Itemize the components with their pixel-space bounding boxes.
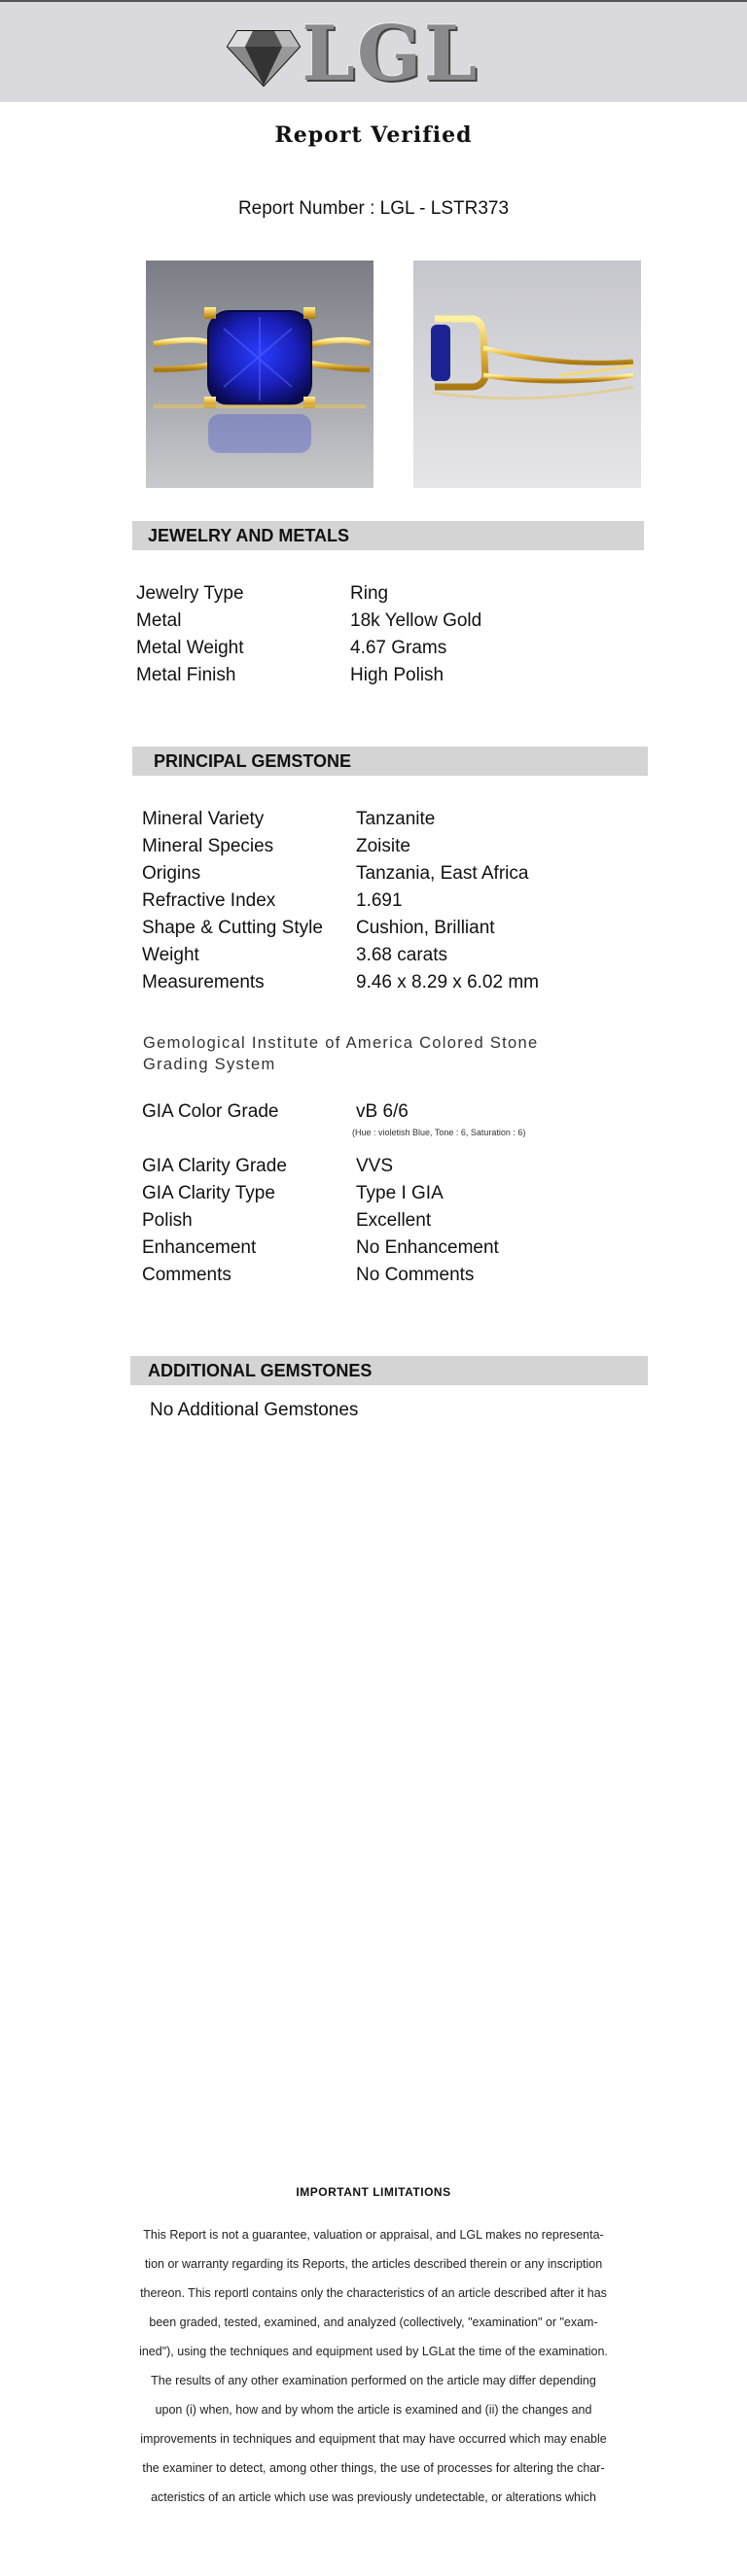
limitations-line: The results of any other examination performed on the article may differ depending: [151, 2374, 596, 2387]
row-label: Jewelry Type: [136, 583, 244, 604]
row-label: Measurements: [142, 972, 265, 992]
row-label: Comments: [142, 1265, 231, 1285]
additional-text: No Additional Gemstones: [150, 1400, 359, 1420]
jewelry-details: [136, 580, 481, 689]
row-label: Polish: [142, 1210, 193, 1231]
section-jewelry-title: JEWELRY AND METALS: [148, 526, 350, 545]
row-value: No Comments: [356, 1265, 475, 1285]
gem-row-variety: [142, 806, 539, 833]
row-value: Tanzania, East Africa: [356, 863, 529, 884]
row-label: Origins: [142, 863, 201, 884]
section-gemstone-title: PRINCIPAL GEMSTONE: [154, 751, 352, 771]
limitations-line: been graded, tested, examined, and analyzed (collectively, "examination" or "exam-: [149, 2315, 598, 2329]
jewelry-row-finish: [136, 662, 481, 689]
brand-logo: [226, 10, 480, 98]
row-label: Metal Weight: [136, 638, 244, 658]
row-label: Metal: [136, 610, 182, 631]
row-value: 18k Yellow Gold: [350, 610, 482, 631]
ring-photo-side: [413, 261, 641, 488]
row-label: GIA Color Grade: [142, 1101, 279, 1122]
ring-photo-front: [146, 261, 374, 488]
row-value: 9.46 x 8.29 x 6.02 mm: [356, 972, 539, 992]
limitations-line: This Report is not a guarantee, valuation or appraisal, and LGL makes no representa-: [143, 2228, 604, 2242]
gem-row-enhancement: [142, 1235, 499, 1262]
gem-row-species: [142, 833, 539, 860]
row-value: Ring: [350, 583, 389, 604]
gemstone-details: [142, 806, 539, 996]
row-value: Type I GIA: [356, 1183, 444, 1203]
row-value: 4.67 Grams: [350, 638, 447, 658]
limitations-title: IMPORTANT LIMITATIONS: [296, 2185, 451, 2199]
color-grade-note: (Hue : violetish Blue, Tone : 6, Saturation : 6): [352, 1128, 526, 1137]
section-additional-heading: [130, 1356, 648, 1385]
gia-grades: [142, 1153, 499, 1289]
row-value: vB 6/6: [356, 1101, 409, 1122]
page-title: Report Verified: [274, 122, 473, 148]
limitations-line: acteristics of an article which use was previously undetectable, or alterations which: [151, 2490, 596, 2504]
gia-system-note: Gemological Institute of America Colored Stone Grading System: [143, 1034, 539, 1073]
gem-row-clarity-type: [142, 1180, 499, 1207]
row-value: Excellent: [356, 1210, 432, 1231]
limitations-text: [97, 2220, 650, 2512]
report-number: Report Number : LGL - LSTR373: [237, 198, 510, 219]
row-value: Cushion, Brilliant: [356, 918, 495, 938]
row-value: Zoisite: [356, 836, 410, 856]
gem-row-refractive: [142, 888, 539, 915]
row-value: 3.68 carats: [356, 945, 447, 965]
section-gemstone-heading: [132, 747, 648, 776]
row-label: GIA Clarity Grade: [142, 1156, 287, 1176]
section-jewelry-heading: [132, 521, 644, 550]
limitations-line: ined"), using the techniques and equipment used by LGLat the time of the examination.: [139, 2345, 608, 2358]
row-label: GIA Clarity Type: [142, 1183, 275, 1203]
gia-color-grade: [142, 1098, 409, 1126]
gem-row-origins: [142, 860, 539, 888]
gem-row-polish: [142, 1207, 499, 1235]
limitations-line: the examiner to detect, among other things, the use of processes for altering the char-: [142, 2461, 605, 2475]
brand-name: LGL: [302, 10, 480, 98]
additional-value: [150, 1397, 358, 1424]
jewelry-row-weight: [136, 635, 481, 662]
row-value: High Polish: [350, 665, 445, 685]
limitations-line: improvements in techniques and equipment that may have occurred which may enable: [140, 2432, 607, 2446]
diamond-icon: [226, 21, 302, 89]
gem-row-shape: [142, 915, 539, 942]
row-value: No Enhancement: [356, 1237, 499, 1258]
header-banner: [0, 0, 747, 102]
row-value: Tanzanite: [356, 809, 436, 829]
limitations-line: upon (i) when, how and by whom the article is examined and (ii) the changes and: [155, 2403, 592, 2417]
row-label: Enhancement: [142, 1237, 257, 1258]
gem-row-clarity-grade: [142, 1153, 499, 1180]
limitations-line: tion or warranty regarding its Reports, the articles described therein or any inscription: [144, 2257, 603, 2271]
gem-row-color: [142, 1098, 409, 1126]
row-value: 1.691: [356, 890, 403, 911]
jewelry-row-metal: [136, 608, 481, 635]
row-label: Refractive Index: [142, 890, 276, 911]
jewelry-row-type: [136, 580, 481, 608]
row-label: Metal Finish: [136, 665, 236, 685]
row-label: Weight: [142, 945, 199, 965]
gem-row-comments: [142, 1262, 499, 1289]
row-label: Mineral Species: [142, 836, 274, 856]
row-value: VVS: [356, 1156, 394, 1176]
limitations-line: thereon. This reportl contains only the characteristics of an article described after it has: [140, 2286, 607, 2300]
row-label: Shape & Cutting Style: [142, 918, 323, 938]
gem-row-measurements: [142, 969, 539, 996]
section-additional-title: ADDITIONAL GEMSTONES: [148, 1361, 373, 1380]
gem-row-weight: [142, 942, 539, 969]
row-label: Mineral Variety: [142, 809, 265, 829]
